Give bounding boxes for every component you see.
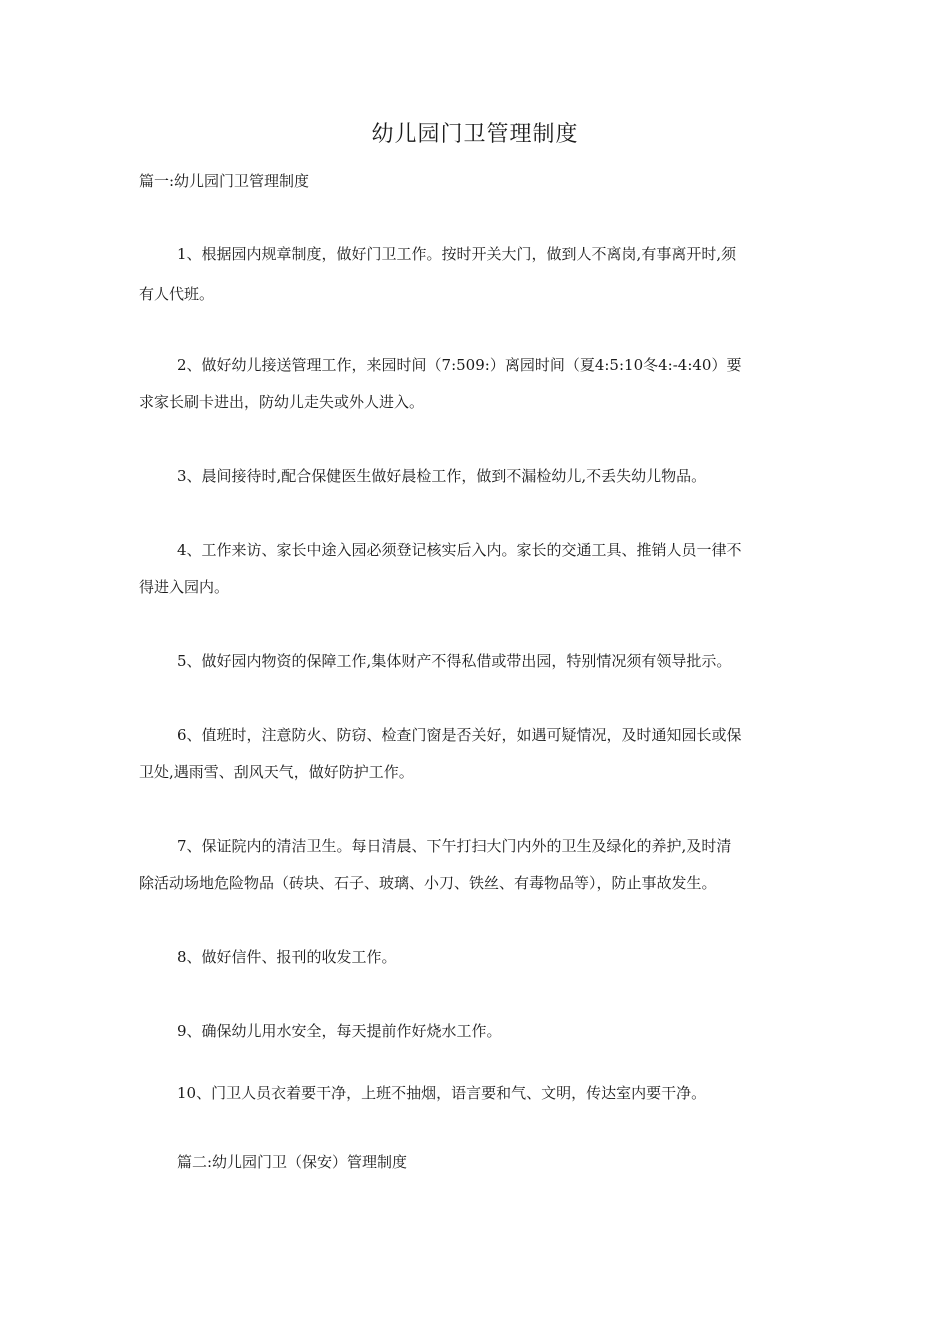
item-6-line-2: 卫处,遇雨雪、刮风天气，做好防护工作。 [139,763,414,781]
document-title: 幼儿园门卫管理制度 [371,122,579,147]
item-3-line-1: 3、晨间接待时,配合保健医生做好晨检工作，做到不漏检幼儿,不丢失幼儿物品。 [177,467,707,485]
item-9-line-1: 9、确保幼儿用水安全，每天提前作好烧水工作。 [177,1022,502,1040]
item-1-line-1: 1、根据园内规章制度，做好门卫工作。按时开关大门，做到人不离岗,有事离开时,须 [177,245,737,263]
item-5-line-1: 5、做好园内物资的保障工作,集体财产不得私借或带出园，特别情况须有领导批示。 [177,652,732,670]
item-7-line-2: 除活动场地危险物品（砖块、石子、玻璃、小刀、铁丝、有毒物品等），防止事故发生。 [139,874,717,892]
item-10-line-1: 10、门卫人员衣着要干净，上班不抽烟，语言要和气、文明，传达室内要干净。 [177,1084,707,1102]
item-8-line-1: 8、做好信件、报刊的收发工作。 [177,948,397,966]
item-6-line-1: 6、值班时，注意防火、防窃、检查门窗是否关好，如遇可疑情况，及时通知园长或保 [177,726,742,744]
section-heading-2: 篇二:幼儿园门卫（保安）管理制度 [177,1153,408,1171]
section-heading-1: 篇一:幼儿园门卫管理制度 [139,172,310,190]
item-2-line-1: 2、做好幼儿接送管理工作，来园时间（7:509:）离园时间（夏4:5:10冬4:-4:40）要 [177,356,742,374]
item-7-line-1: 7、保证院内的清洁卫生。每日清晨、下午打扫大门内外的卫生及绿化的养护,及时清 [177,837,732,855]
item-2-line-2: 求家长刷卡进出，防幼儿走失或外人进入。 [139,393,425,411]
item-4-line-2: 得进入园内。 [139,578,230,596]
item-4-line-1: 4、工作来访、家长中途入园必须登记核实后入内。家长的交通工具、推销人员一律不 [177,541,742,559]
item-1-line-2: 有人代班。 [139,285,215,303]
